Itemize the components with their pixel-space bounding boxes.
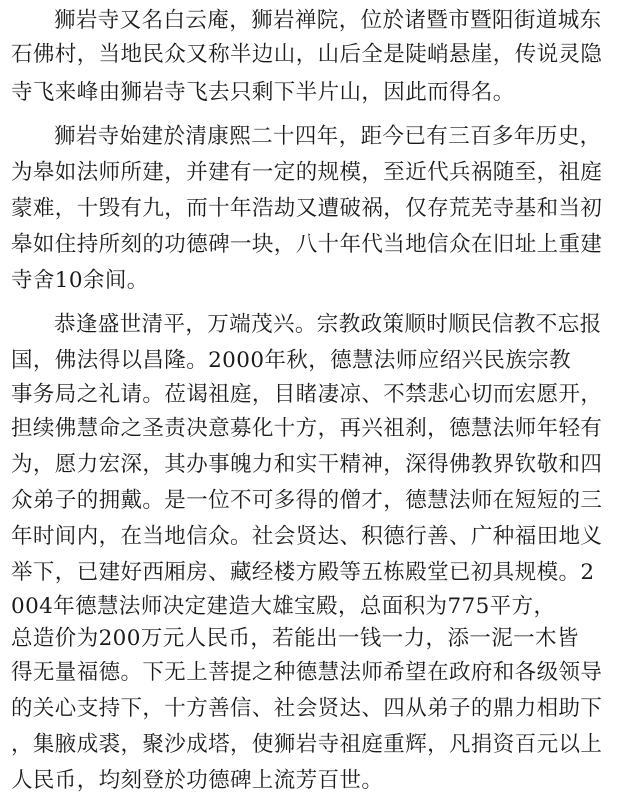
paragraph-3-line-3: 事务局之礼请。莅谒祖庭，目睹凄凉、不禁悲心切而宏愿开，: [11, 382, 603, 407]
paragraph-3-line-6: 众弟子的拥戴。是一位不可多得的僧才，德慧法师在短短的三: [11, 488, 603, 513]
paragraph-3-line-5: 为，愿力宏深，其办事魄力和实干精神，深得佛教界钦敬和四: [11, 452, 603, 477]
paragraph-3-line-14: 人民币，均刻登於功德碑上流芳百世。: [11, 768, 384, 793]
paragraph-3-line-10: 总造价为200万元人民币，若能出一钱一力，添一泥一木皆: [11, 626, 579, 651]
paragraph-1-line-2: 石佛村，当地民众又称半边山，山后全是陡峭悬崖，传说灵隐: [11, 42, 603, 67]
paragraph-3-line-11: 得无量福德。下无上菩提之种德慧法师希望在政府和各级领导: [11, 660, 603, 685]
paragraph-3-line-7: 年时间内，在当地信众。社会贤达、积德行善、广种福田地义: [11, 524, 603, 549]
paragraph-3-line-2: 国，佛法得以昌隆。2000年秋，德慧法师应绍兴民族宗教: [11, 348, 572, 373]
paragraph-2-line-2: 为皋如法师所建，并建有一定的规模，至近代兵祸随至，祖庭: [11, 160, 603, 185]
paragraph-3-line-12: 的关心支持下，十方善信、社会贤达、四从弟子的鼎力相助下: [11, 696, 603, 721]
paragraph-3-line-1: 恭逢盛世清平，万端茂兴。宗教政策顺时顺民信教不忘报: [54, 312, 602, 337]
paragraph-1-line-1: 狮岩寺又名白云庵，狮岩禅院，位於诸暨市暨阳街道城东: [54, 8, 602, 33]
paragraph-3-line-8: 举下，已建好西厢房、藏经楼方殿等五栋殿堂已初具规模。2: [11, 560, 595, 585]
paragraph-2-line-1: 狮岩寺始建於清康熙二十四年，距今已有三百多年历史，: [54, 124, 602, 149]
paragraph-3-line-4: 担续佛慧命之圣责决意募化十方，再兴祖刹，德慧法师年轻有: [11, 416, 603, 441]
paragraph-2-line-4: 皋如住持所刻的功德碑一块，八十年代当地信众在旧址上重建: [11, 232, 603, 257]
paragraph-2-line-3: 蒙难，十毁有九，而十年浩劫又遭破祸，仅存荒芜寺基和当初: [11, 196, 603, 221]
paragraph-1-line-3: 寺飞来峰由狮岩寺飞去只剩下半片山，因此而得名。: [11, 80, 515, 105]
paragraph-3-line-13: ，集腋成裘，聚沙成塔，使狮岩寺祖庭重辉，凡捐资百元以上: [11, 732, 603, 757]
paragraph-2-line-5: 寺舍10余间。: [11, 268, 149, 293]
paragraph-3-line-9: 004年德慧法师决定建造大雄宝殿，总面积为775平方，: [11, 594, 556, 619]
